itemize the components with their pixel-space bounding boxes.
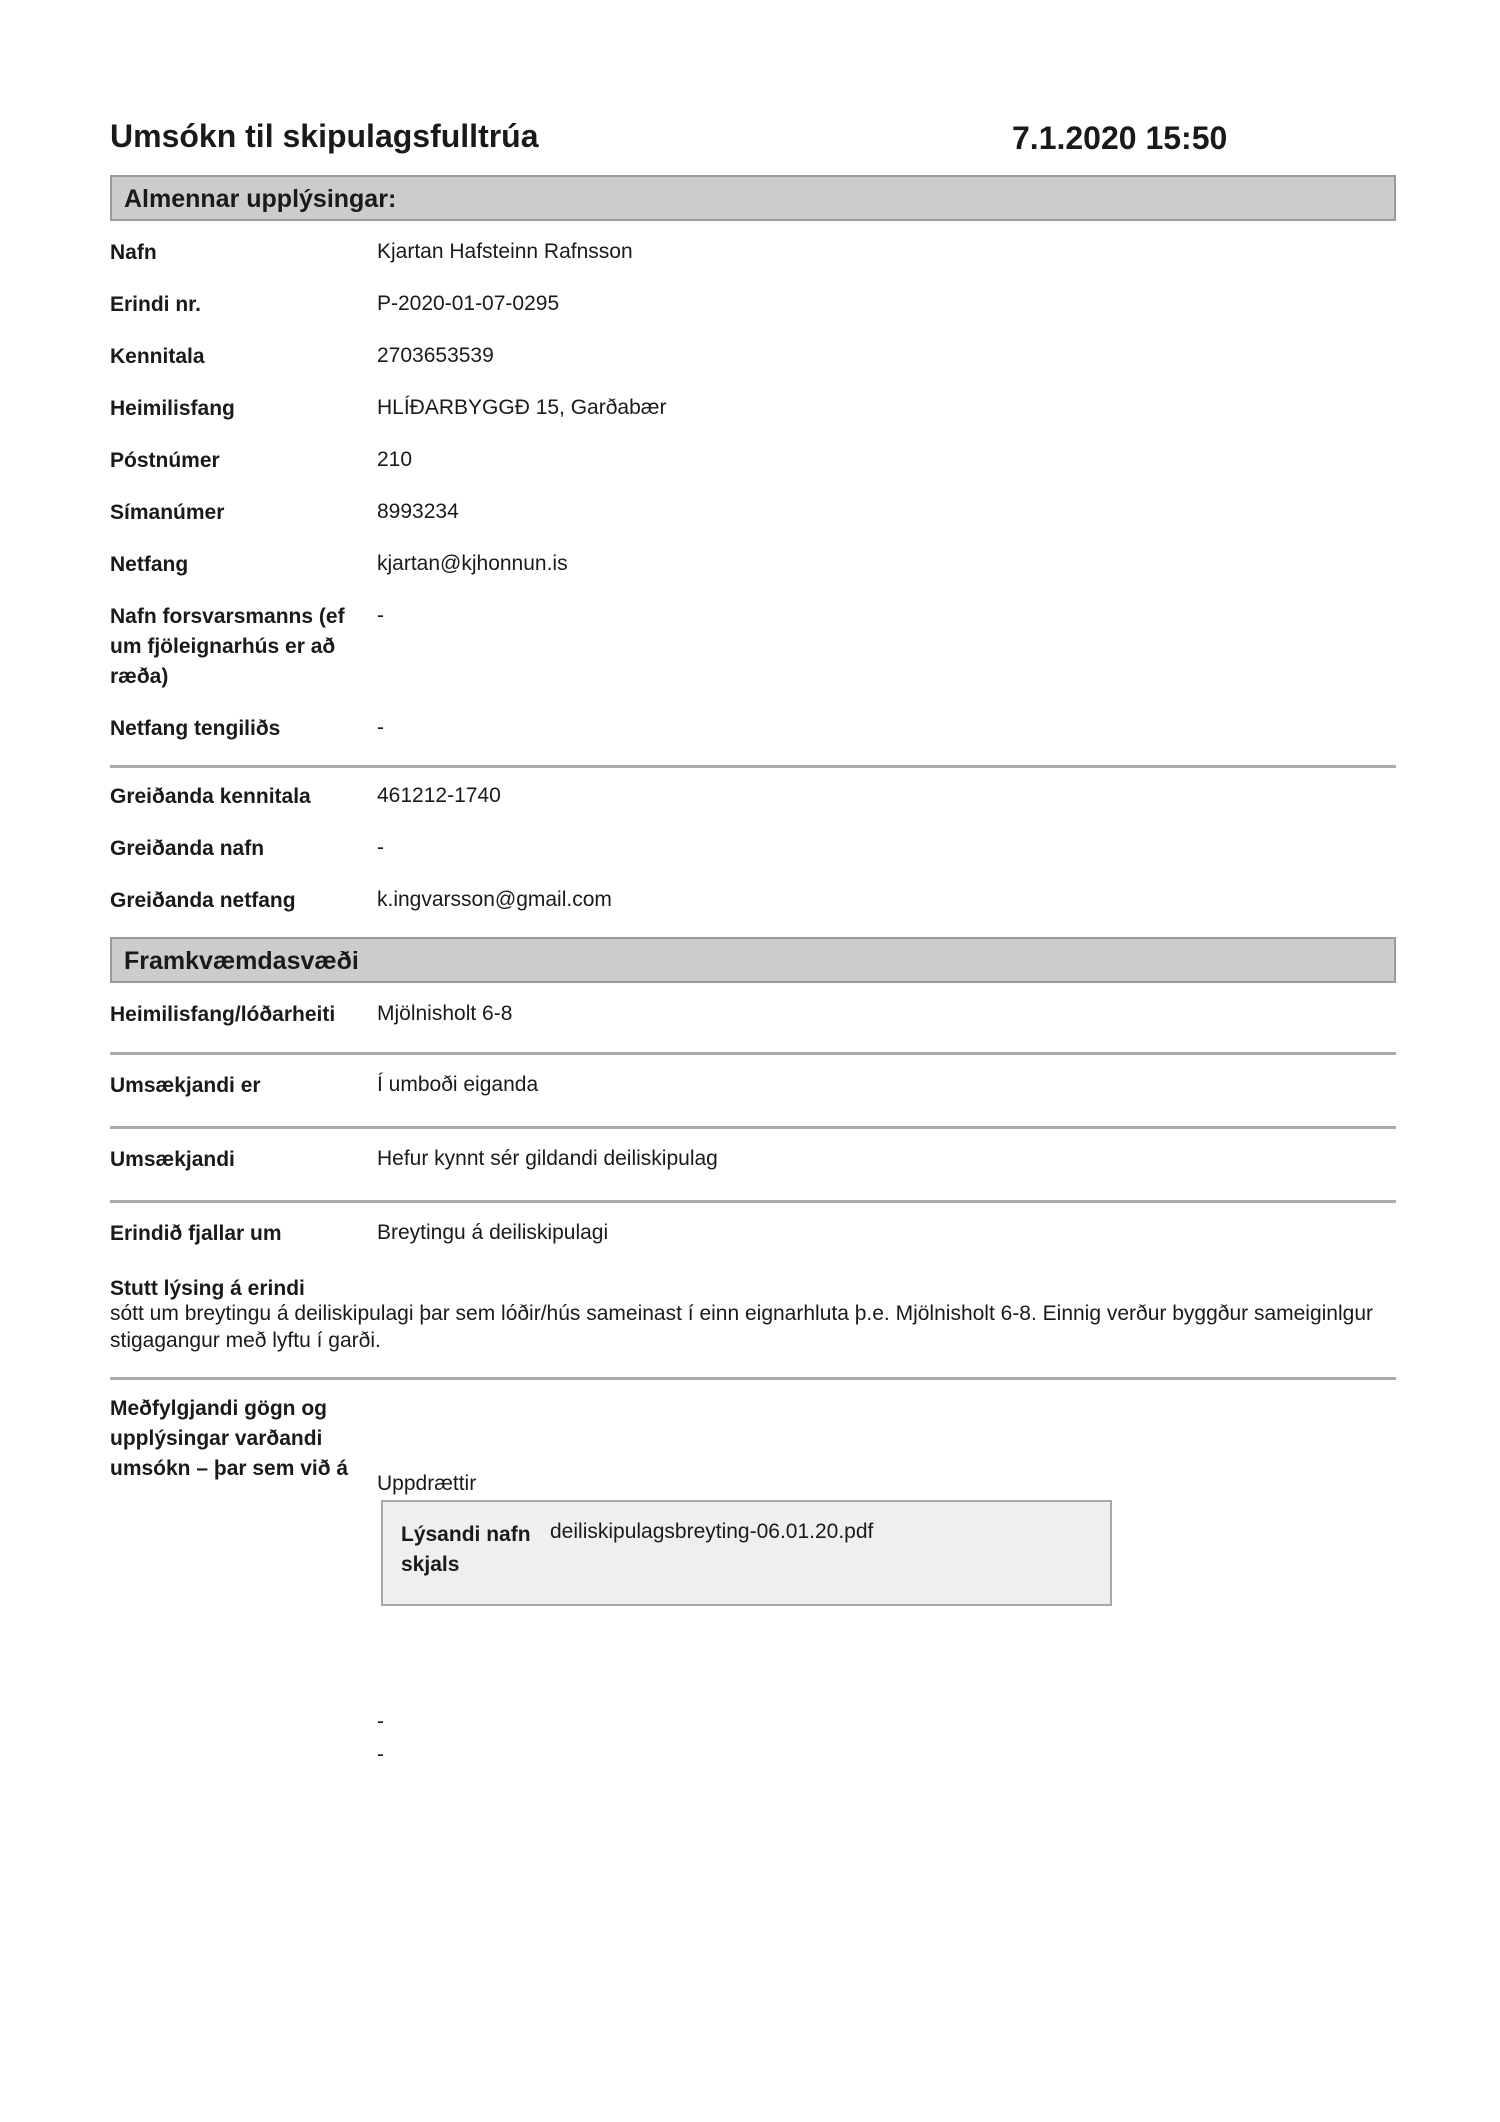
field-value-postcode: 210 xyxy=(377,448,413,471)
divider xyxy=(110,1126,1396,1129)
field-label-applicant-is: Umsækjandi er xyxy=(110,1074,261,1097)
attachments-extra-2: - xyxy=(377,1743,384,1766)
field-label-representative: Nafn forsvarsmanns (ef um fjöleignarhús er að ræða) xyxy=(110,605,345,688)
divider xyxy=(110,1052,1396,1055)
field-label-applicant: Umsækjandi xyxy=(110,1148,235,1171)
section-title-area: Framkvæmdasvæði xyxy=(124,947,359,975)
field-label-case-number: Erindi nr. xyxy=(110,293,202,316)
section-title-general: Almennar upplýsingar: xyxy=(124,185,397,213)
field-value-applicant-is: Í umboði eiganda xyxy=(377,1073,539,1096)
field-label-subject: Erindið fjallar um xyxy=(110,1222,282,1245)
field-label-phone: Símanúmer xyxy=(110,501,225,524)
divider xyxy=(110,1377,1396,1380)
attachments-label: Meðfylgjandi gögn og upplýsingar varðandi umsókn – þar sem við á xyxy=(110,1397,349,1480)
field-label-payer-name: Greiðanda nafn xyxy=(110,837,265,860)
field-value-case-number: P-2020-01-07-0295 xyxy=(377,292,560,315)
submission-datetime: 7.1.2020 15:50 xyxy=(1012,120,1228,156)
description-text: sótt um breytingu á deiliskipulagi þar sem lóðir/hús sameinast í einn eignarhluta þ.e. Mjölnisholt 6-8. Einnig verður byggður sameiginlgur stigagangur með lyftu í garði. xyxy=(110,1302,1374,1352)
field-label-payer-email: Greiðanda netfang xyxy=(110,889,296,912)
field-label-kennitala: Kennitala xyxy=(110,345,205,368)
field-value-payer-email[interactable]: k.ingvarsson@gmail.com xyxy=(377,888,612,911)
description-label: Stutt lýsing á erindi xyxy=(110,1277,305,1300)
attachments-extra-1: - xyxy=(377,1710,384,1733)
section-header-general xyxy=(110,175,1396,221)
field-value-phone: 8993234 xyxy=(377,500,459,523)
field-label-contact-email: Netfang tengiliðs xyxy=(110,717,281,740)
field-value-lot: Mjölnisholt 6-8 xyxy=(377,1002,513,1025)
attachment-box xyxy=(381,1500,1112,1606)
field-value-representative: - xyxy=(377,604,384,627)
field-value-name: Kjartan Hafsteinn Rafnsson xyxy=(377,240,633,263)
field-value-kennitala: 2703653539 xyxy=(377,344,494,367)
field-value-payer-name: - xyxy=(377,836,384,859)
field-label-name: Nafn xyxy=(110,241,157,264)
field-label-address: Heimilisfang xyxy=(110,397,235,420)
field-label-lot: Heimilisfang/lóðarheiti xyxy=(110,1003,336,1026)
field-value-contact-email: - xyxy=(377,716,384,739)
field-value-subject: Breytingu á deiliskipulagi xyxy=(377,1221,609,1244)
section-header-area xyxy=(110,937,1396,983)
divider xyxy=(110,765,1396,768)
field-label-payer-kennitala: Greiðanda kennitala xyxy=(110,785,311,808)
field-label-postcode: Póstnúmer xyxy=(110,449,220,472)
field-value-address: HLÍÐARBYGGÐ 15, Garðabær xyxy=(377,396,667,419)
attachment-file-label: Lýsandi nafn skjals xyxy=(401,1523,531,1576)
attachments-category: Uppdrættir xyxy=(377,1472,477,1495)
field-value-applicant: Hefur kynnt sér gildandi deiliskipulag xyxy=(377,1147,718,1170)
divider xyxy=(110,1200,1396,1203)
attachment-file-link[interactable]: deiliskipulagsbreyting-06.01.20.pdf xyxy=(550,1520,874,1543)
page-title: Umsókn til skipulagsfulltrúa xyxy=(110,118,539,154)
field-value-payer-kennitala: 461212-1740 xyxy=(377,784,501,807)
field-label-email: Netfang xyxy=(110,553,189,576)
field-value-email[interactable]: kjartan@kjhonnun.is xyxy=(377,552,568,575)
